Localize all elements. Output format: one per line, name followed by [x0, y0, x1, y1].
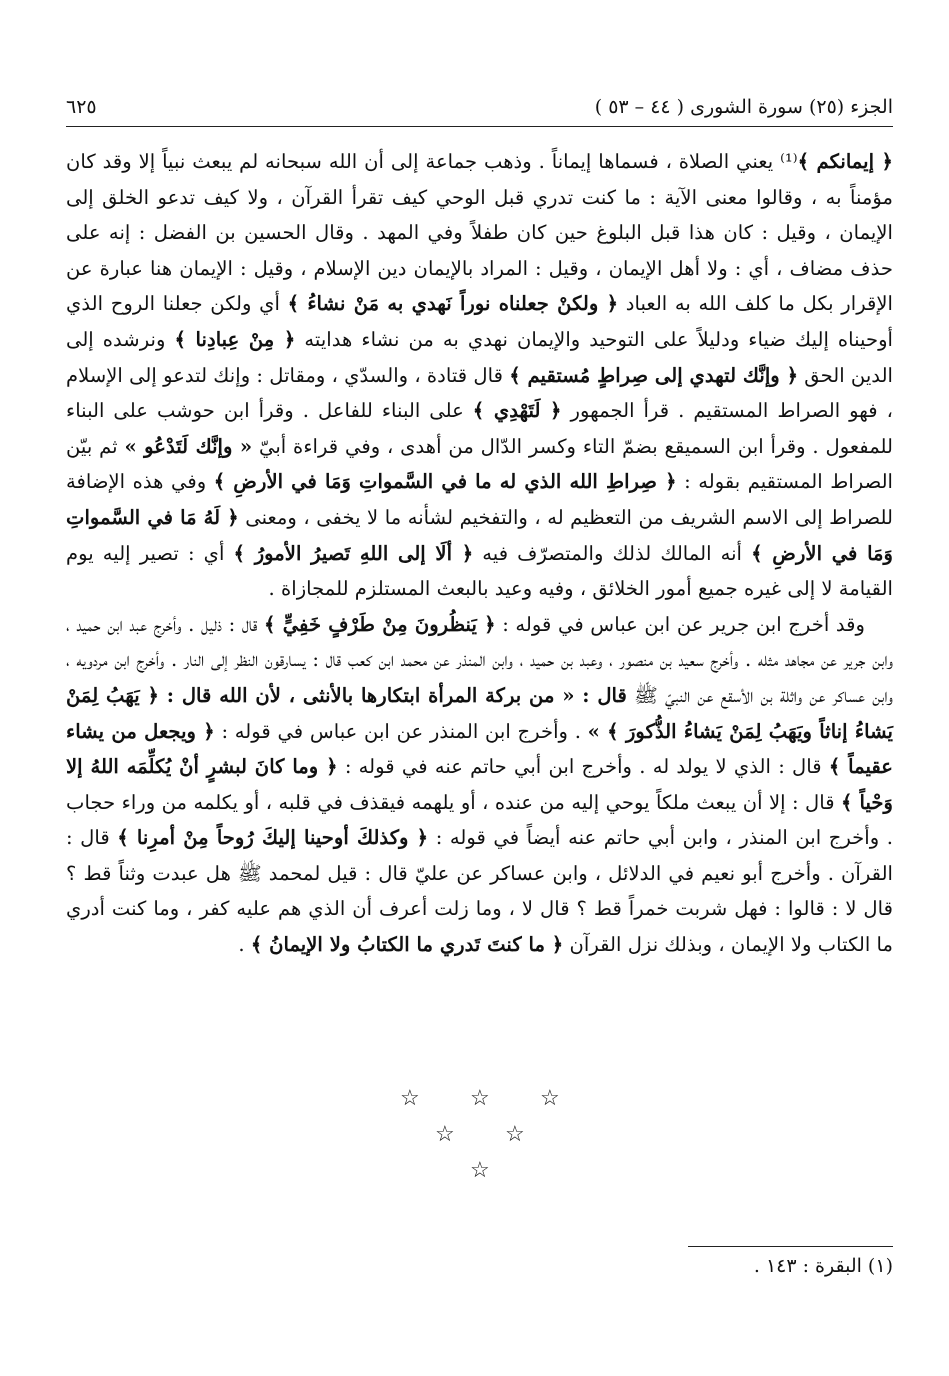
- page-header: [66, 92, 893, 127]
- text-segment: وقد أخرج ابن جرير عن ابن عباس في قوله :: [495, 612, 866, 636]
- footnote-rule: [688, 1246, 893, 1247]
- page-number: ٦٢٥: [66, 96, 97, 118]
- section-separator-stars: [390, 1086, 590, 1206]
- paragraph: [66, 607, 893, 963]
- text-segment: . وأخرج ابن المنذر عن ابن عباس في قوله :: [214, 719, 588, 743]
- text-segment: ⁽¹⁾ يعني الصلاة ، فسماها إيماناً . وذهب جماعة إلى أن الله سبحانه لم يبعث نبياً إلا وقد كان مؤمناً به ، وقالوا معنى الآية : ما كنت تدري قبل الوحي كيف تقرأ القرآن ، ولا كيف تدعو الخلق إلى الإيمان ، وقيل : كان هذا قبل البلوغ حين كان طفلاً وفي المهد . وقال الحسين بن الفضل : إنه على حذف مضاف ، أي : ولا أهل الإيمان ، وقيل : المراد بالإيمان دين الإسلام ، وقيل : الإيمان هنا عبارة عن الإقرار بكل ما كلف الله به العباد: [66, 150, 893, 316]
- quranic-quote: ﴿ لَتَهْدِي ﴾: [472, 399, 562, 423]
- star-icon: ☆: [470, 1158, 490, 1183]
- main-text: [66, 144, 893, 963]
- running-title: الجزء (٢٥) سورة الشورى ( ٤٤ – ٥٣ ): [594, 96, 893, 118]
- text-segment: ثم بيّن الصراط المستقيم بقوله :: [66, 434, 894, 494]
- text-segment: قال : الذي لا يولد له . وأخرج ابن أبي حاتم عنه في قوله :: [337, 755, 829, 779]
- star-icon: ☆: [505, 1122, 525, 1147]
- footnote: (١) البقرة : ١٤٣ .: [753, 1255, 893, 1277]
- text-segment: وفي هذه الإضافة للصراط إلى الاسم الشريف من التعظيم له ، والتفخيم لشأنه ما لا يخفى ، ومعنى: [66, 470, 893, 529]
- paragraph: [66, 144, 893, 607]
- quranic-quote: « وإنَّك لَتَدْعُو »: [124, 434, 253, 458]
- text-segment: على البناء للفاعل . وقرأ ابن حوشب على البناء للمفعول . وقرأ ابن السميقع بضمّ التاء وكسر الدّال من أهدى ، وفي قراءة أبيّ: [66, 399, 894, 458]
- quranic-quote: ﴿ وما كانَ لبشرٍ أنْ يُكلِّمَه اللهُ إلا وَحْياً ﴾: [66, 755, 894, 814]
- text-segment: قال قتادة ، والسدّي ، ومقاتل : وإنك لتدعو إلى الإسلام ، فهو الصراط المستقيم . قرأ الجمهور: [66, 363, 894, 423]
- quranic-quote: ﴿ ألَا إلى اللهِ تَصيرُ الأمورُ ﴾: [233, 541, 474, 565]
- quranic-quote: ﴿ مِنْ عِبادِنا ﴾: [174, 327, 296, 351]
- quranic-quote: ﴿ وكذلكَ أوحينا إليكَ رُوحاً مِنْ أمرِنا ﴾: [117, 826, 429, 850]
- star-icon: ☆: [540, 1086, 560, 1111]
- text-segment: أي ولكن جعلنا الروح الذي أوحيناه إليك ضياء ودليلاً على التوحيد والإيمان نهدي به من نشاء هدايته: [66, 292, 893, 351]
- star-icon: ☆: [435, 1122, 455, 1147]
- text-segment: .: [238, 933, 251, 957]
- quranic-quote: ﴿ لَهُ مَا في السَّمواتِ وَمَا في الأرضِ ﴾: [66, 505, 894, 565]
- text-segment: قال : القرآن . وأخرج أبو نعيم في الدلائل ، وابن عساكر عن عليّ قال : قيل لمحمد ﷺ هل عبدت وثناً قط ؟ قال لا : قالوا : فهل شربت خمراً قط ؟ قال لا ، وما زلت أعرف أن الذي هم عليه كفر ، وما كنت أدري ما الكتاب ولا الإيمان ، وبذلك نزل القرآن: [66, 826, 893, 957]
- quranic-quote: قال : « من بركة المرأة ابتكارها بالأنثى ، لأن الله قال : ﴿ يَهَبُ لِمَنْ يَشاءُ إناثاً ويَهَبُ لِمَنْ يَشاءُ الذُّكورَ ﴾ »: [66, 683, 893, 743]
- quranic-quote: ﴿ ما كنتَ تَدري ما الكتابُ ولا الإيمانُ ﴾: [250, 933, 564, 957]
- quranic-quote: ﴿ إيمانكم ﴾: [797, 150, 893, 173]
- quranic-quote: ﴿ وإنَّك لتهدي إلى صِراطٍ مُستقيم ﴾: [509, 363, 799, 387]
- quranic-quote: ﴿ صِراطِ الله الذي له ما في السَّمواتِ وَمَا في الأرضِ ﴾: [213, 470, 677, 494]
- text-segment: ونرشده إلى الدين الحق: [66, 327, 893, 387]
- quranic-quote: ﴿ يَنظُرونَ مِنْ طَرْفٍ خَفِيٍّ ﴾: [264, 612, 496, 636]
- text-segment: أي : تصير إليه يوم القيامة لا إلى غيره جميع أمور الخلائق ، وفيه وعيد بالبعث المستلزم للمجازاة .: [66, 541, 893, 601]
- text-segment: قال : ذليل . وأخرج عبد ابن حميد ، وابن جرير عن مجاهد مثله . وأخرج سعيد بن منصور ، وعبد بن حميد ، وابن المنذر عن محمد ابن كعب قال : يسارقون النظر إلى النار . وأخرج ابن مردويه ، وابن عساكر عن واثلة بن الأسقع عن النبيّ ﷺ: [66, 612, 893, 707]
- text-segment: قال : إلا أن يبعث ملكاً يوحي إليه من عنده ، أو يلهمه فيقذف في قلبه ، أو يكلمه من وراء حجاب . وأخرج ابن المنذر ، وابن أبي حاتم عنه أيضاً في قوله :: [66, 790, 893, 850]
- star-icon: ☆: [470, 1086, 490, 1111]
- quranic-quote: ﴿ ولكنْ جعلناه نوراً نَهدي به مَنْ نشاءُ ﴾: [287, 292, 619, 316]
- quranic-quote: ﴿ ويجعل من يشاء عقيماً ﴾: [66, 719, 893, 779]
- star-icon: ☆: [400, 1086, 420, 1111]
- text-segment: أنه المالك لذلك والمتصرّف فيه: [473, 541, 752, 565]
